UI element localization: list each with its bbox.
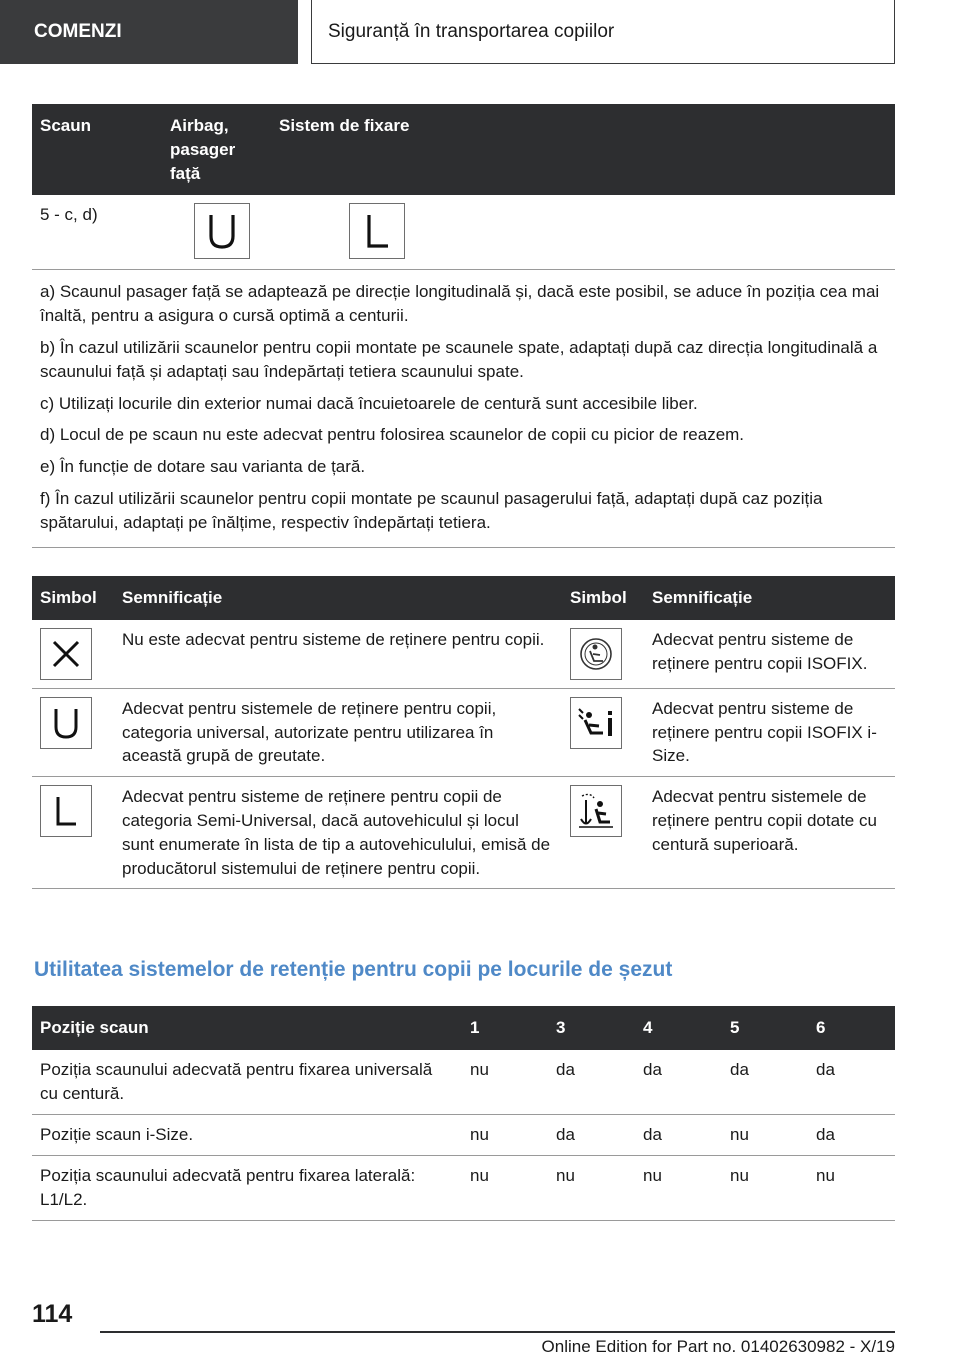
position-value: da: [722, 1050, 808, 1115]
position-value: nu: [462, 1114, 548, 1155]
meaning-cell: Adecvat pentru sisteme de reținere pentru copii ISOFIX.: [644, 620, 895, 689]
top-tether-icon: [570, 785, 622, 837]
position-value: da: [808, 1050, 895, 1115]
letter-l-icon: [40, 785, 92, 837]
table-row: [32, 777, 895, 889]
section-tab: [311, 0, 895, 64]
header-symbol-left: Simbol: [32, 576, 114, 620]
note-b: b) În cazul utilizării scaunelor pentru copii montate pe scaunele spate, adaptați după caz direcția longitudinală a scaunului față și adaptați sau îndepărtați tetiera scaunului spate.: [40, 337, 878, 381]
letter-u-icon: [194, 203, 250, 259]
meaning-cell: Adecvat pentru sistemele de reținere pentru copii, categoria universal, autorizate pentru utilizarea în această grupă de greutate.: [114, 688, 562, 776]
table-row: [32, 620, 895, 689]
meaning-cell: Adecvat pentru sisteme de reținere pentru copii de categoria Semi-Universal, dacă autovehiculul și locul sunt enumerate în lista de tip a autovehiculului, emisă de producătorul sistemului de reținere pentru copii.: [114, 777, 562, 889]
footer-divider: [100, 1331, 895, 1333]
position-label: Poziție scaun i-Size.: [32, 1114, 462, 1155]
symbol-cell: [562, 777, 644, 889]
seat-cell: 5 - c, d): [32, 195, 162, 270]
header-position-5: 5: [722, 1006, 808, 1050]
seat-table-header: [32, 104, 895, 195]
page-number: 114: [32, 1300, 73, 1328]
header-position-3: 3: [548, 1006, 635, 1050]
isofix-icon: [570, 628, 622, 680]
chapter-label: COMENZI: [34, 21, 122, 42]
section-label: Siguranță în transportarea copiilor: [328, 20, 615, 42]
symbol-table-header: [32, 576, 895, 620]
table-row: [32, 1155, 895, 1220]
table-row: [32, 195, 895, 270]
position-value: nu: [808, 1155, 895, 1220]
position-value: da: [808, 1114, 895, 1155]
section-heading: Utilitatea sistemelor de retenție pentru copii pe locurile de șezut: [34, 958, 673, 981]
meaning-cell: Nu este adecvat pentru sisteme de reținere pentru copii.: [114, 620, 562, 689]
position-value: nu: [722, 1114, 808, 1155]
edition-info: Online Edition for Part no. 01402630982 - X/19: [541, 1337, 895, 1356]
isize-icon: [570, 697, 622, 749]
seat-table: [32, 104, 895, 548]
header-position-4: 4: [635, 1006, 722, 1050]
position-value: da: [548, 1114, 635, 1155]
header-airbag: Airbag, pasager față: [162, 104, 271, 195]
symbol-cell: [32, 620, 114, 689]
note-d: d) Locul de pe scaun nu este adecvat pentru folosirea scaunelor de copii cu picior de reazem.: [40, 425, 745, 445]
table-row: [32, 1050, 895, 1115]
position-value: nu: [635, 1155, 722, 1220]
note-e: e) În funcție de dotare sau varianta de țară.: [40, 457, 366, 477]
symbol-cell: [562, 688, 644, 776]
note-f: f) În cazul utilizării scaunelor pentru copii montate pe scaunul pasagerului față, adaptați după caz poziția spătarului, adaptați pe înălțime, respectiv îndepărtați tetiera.: [40, 488, 823, 532]
position-value: nu: [548, 1155, 635, 1220]
symbol-cell: [32, 777, 114, 889]
letter-l-icon: [349, 203, 405, 259]
header-symbol-right: Simbol: [562, 576, 644, 620]
header-meaning-left: Semnificație: [114, 576, 562, 620]
header-fixing-system: Sistem de fixare: [271, 104, 895, 195]
note-a: a) Scaunul pasager față se adaptează pe direcție longitudinală și, dacă este posibil, se aduce în poziția cea mai înaltă, pentru a asigura o cursă optimă a centurii.: [40, 282, 880, 326]
notes-row: [32, 270, 895, 547]
position-value: nu: [462, 1050, 548, 1115]
header-seat-position: Poziție scaun: [32, 1006, 462, 1050]
table-row: [32, 1114, 895, 1155]
symbol-l-cell: [271, 195, 895, 270]
position-table-header: [32, 1006, 895, 1050]
position-value: da: [548, 1050, 635, 1115]
letter-u-icon: [40, 697, 92, 749]
meaning-cell: Adecvat pentru sistemele de reținere pentru copii dotate cu centură superioară.: [644, 777, 895, 889]
header-position-6: 6: [808, 1006, 895, 1050]
symbol-table: [32, 576, 895, 889]
symbol-cell: [32, 688, 114, 776]
position-value: nu: [722, 1155, 808, 1220]
header-position-1: 1: [462, 1006, 548, 1050]
header-meaning-right: Semnificație: [644, 576, 895, 620]
position-table: [32, 1006, 895, 1221]
note-c: c) Utilizați locurile din exterior numai dacă încuietoarele de centură sunt accesibile liber.: [40, 393, 698, 413]
cross-icon: [40, 628, 92, 680]
position-value: da: [635, 1050, 722, 1115]
chapter-tab[interactable]: [0, 0, 298, 64]
symbol-cell: [562, 620, 644, 689]
position-label: Poziția scaunului adecvată pentru fixarea laterală: L1/L2.: [32, 1155, 462, 1220]
meaning-cell: Adecvat pentru sisteme de reținere pentru copii ISOFIX i-Size.: [644, 688, 895, 776]
header-seat: Scaun: [32, 104, 162, 195]
position-value: nu: [462, 1155, 548, 1220]
symbol-u-cell: [162, 195, 271, 270]
position-label: Poziția scaunului adecvată pentru fixarea universală cu centură.: [32, 1050, 462, 1115]
position-value: da: [635, 1114, 722, 1155]
table-row: [32, 688, 895, 776]
